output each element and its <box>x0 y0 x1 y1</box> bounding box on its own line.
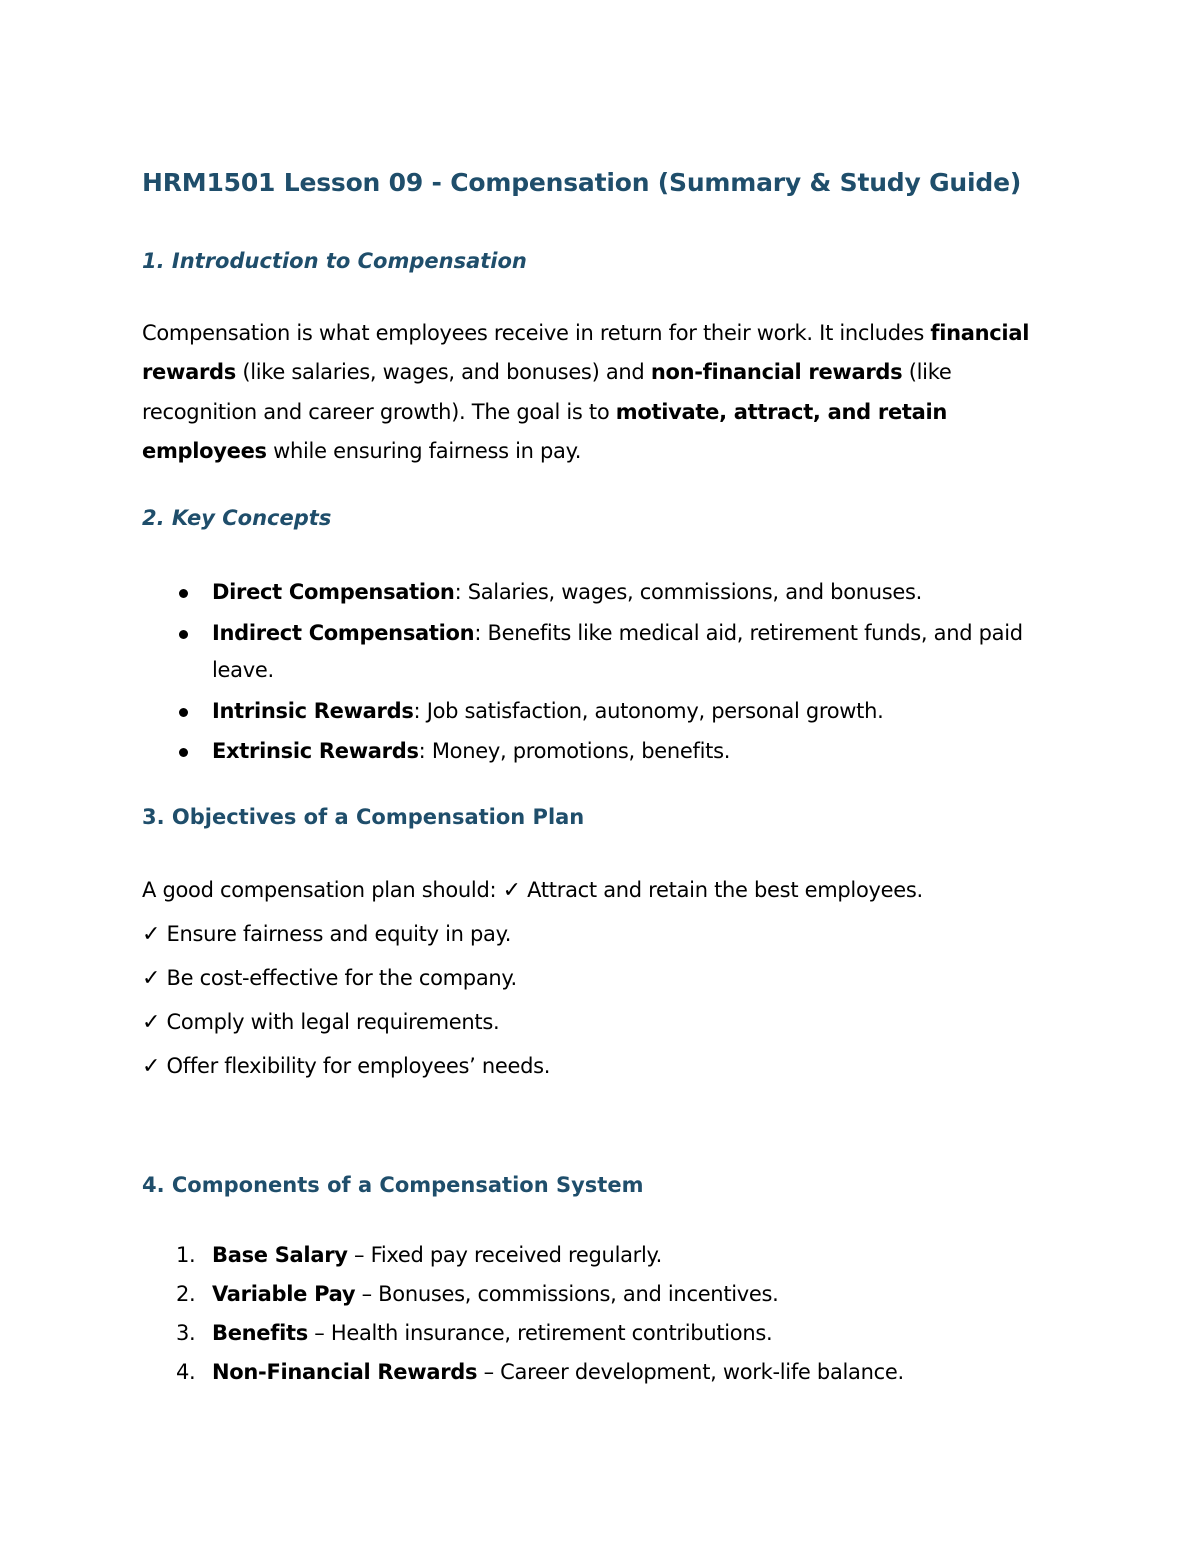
concept-description: : Salaries, wages, commissions, and bonuses. <box>454 580 923 604</box>
list-number: 4. <box>176 1360 196 1384</box>
objectives-lead: A good compensation plan should: <box>142 878 503 902</box>
component-description: – Health insurance, retirement contributions. <box>307 1321 773 1345</box>
objective-text: Attract and retain the best employees. <box>527 878 923 902</box>
component-term: Base Salary <box>212 1243 348 1267</box>
list-item <box>142 1314 1072 1353</box>
intro-text-2: (like salaries, wages, and bonuses) and <box>235 360 651 385</box>
objective-text: Comply with legal requirements. <box>166 1010 500 1034</box>
list-item <box>142 1275 1072 1314</box>
check-icon: ✓ <box>142 922 161 947</box>
concept-description: : Job satisfaction, autonomy, personal growth. <box>413 698 884 723</box>
intro-bold-financial-rewards: financial rewards <box>142 321 1030 385</box>
introduction-paragraph <box>142 314 1072 471</box>
components-list <box>142 1236 1072 1392</box>
component-description: – Career development, work-life balance. <box>477 1360 904 1384</box>
bullet-icon <box>179 630 188 639</box>
objective-line <box>142 1004 1122 1048</box>
intro-text-3: (like recognition and career growth). The goal is to <box>142 360 952 424</box>
bullet-icon <box>179 589 188 598</box>
check-icon: ✓ <box>142 1010 161 1035</box>
objectives-block <box>142 872 1122 1092</box>
document-title: HRM1501 Lesson 09 - Compensation (Summary & Study Guide) <box>142 168 1022 197</box>
intro-text-1: Compensation is what employees receive in return for their work. It includes <box>142 321 931 345</box>
concept-description: : Money, promotions, benefits. <box>418 739 731 763</box>
list-item <box>142 1353 1072 1392</box>
section-heading-objectives: 3. Objectives of a Compensation Plan <box>142 805 585 829</box>
component-description: – Bonuses, commissions, and incentives. <box>355 1282 779 1306</box>
objective-line <box>142 1048 1122 1092</box>
objective-text: Be cost-effective for the company. <box>166 966 517 990</box>
concept-term: Extrinsic Rewards <box>212 739 419 763</box>
list-item <box>142 693 1072 731</box>
objective-line <box>142 872 1122 916</box>
concept-description: : Benefits like medical aid, retirement funds, and paid leave. <box>212 620 1023 682</box>
bullet-icon <box>179 708 188 717</box>
intro-bold-non-financial-rewards: non-financial rewards <box>650 360 903 385</box>
concept-term: Indirect Compensation <box>212 620 475 645</box>
list-number: 3. <box>176 1321 196 1345</box>
concept-term: Intrinsic Rewards <box>212 698 414 723</box>
bullet-icon <box>179 748 188 757</box>
check-icon: ✓ <box>142 1054 161 1079</box>
check-icon: ✓ <box>502 878 521 903</box>
list-item <box>142 1236 1072 1275</box>
objective-text: Ensure fairness and equity in pay. <box>166 922 512 946</box>
component-term: Non-Financial Rewards <box>212 1360 478 1384</box>
component-term: Variable Pay <box>212 1282 356 1306</box>
list-item <box>142 733 1072 771</box>
section-heading-components: 4. Components of a Compensation System <box>142 1173 644 1197</box>
objective-text: Offer flexibility for employees’ needs. <box>166 1054 551 1078</box>
objective-line <box>142 916 1122 960</box>
section-heading-key-concepts: 2. Key Concepts <box>142 506 332 530</box>
objective-line <box>142 960 1122 1004</box>
list-item <box>142 615 1072 690</box>
check-icon: ✓ <box>142 966 161 991</box>
list-item <box>142 574 1072 612</box>
key-concepts-list <box>142 574 1072 774</box>
intro-bold-goal: motivate, attract, and retain employees <box>142 399 948 463</box>
section-heading-introduction: 1. Introduction to Compensation <box>142 249 527 273</box>
list-number: 1. <box>176 1243 196 1267</box>
concept-term: Direct Compensation <box>212 580 455 604</box>
intro-text-4: while ensuring fairness in pay. <box>266 438 582 463</box>
list-number: 2. <box>176 1282 196 1306</box>
component-description: – Fixed pay received regularly. <box>347 1243 663 1267</box>
component-term: Benefits <box>212 1321 308 1345</box>
